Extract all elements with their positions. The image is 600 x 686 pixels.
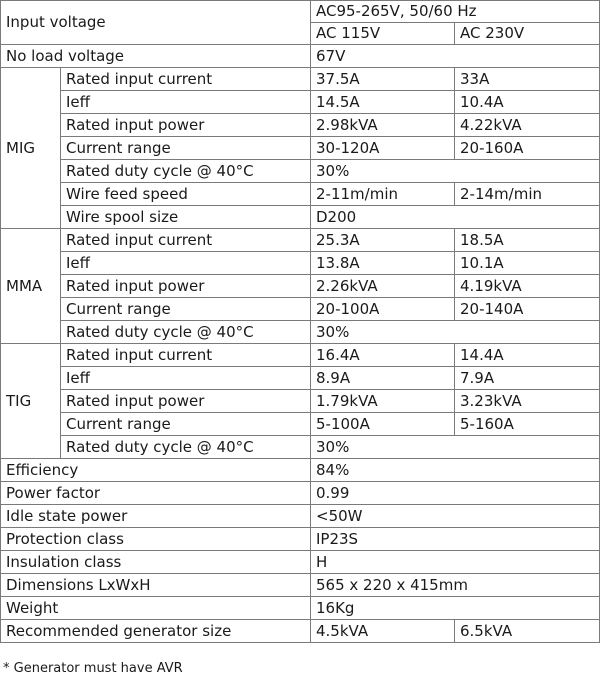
row-value: 16Kg	[311, 597, 600, 620]
row-label: Idle state power	[1, 505, 311, 528]
row-label: Current range	[61, 137, 311, 160]
row-value: 30%	[311, 321, 600, 344]
table-row	[1, 183, 600, 206]
value-ac115: 4.5kVA	[311, 620, 455, 643]
row-value: 0.99	[311, 482, 600, 505]
row-label: Ieff	[61, 91, 311, 114]
table-row	[1, 620, 600, 643]
value-ac230: 4.19kVA	[455, 275, 600, 298]
table-row	[1, 505, 600, 528]
row-label: Power factor	[1, 482, 311, 505]
value-ac115: 25.3A	[311, 229, 455, 252]
table-row	[1, 413, 600, 436]
row-label: Rated input power	[61, 114, 311, 137]
table-row	[1, 229, 600, 252]
value-ac230: 6.5kVA	[455, 620, 600, 643]
footnote: * Generator must have AVR	[3, 661, 183, 676]
row-label: Current range	[61, 413, 311, 436]
row-label: Wire spool size	[61, 206, 311, 229]
row-value: D200	[311, 206, 600, 229]
table-row	[1, 91, 600, 114]
row-label: Rated input power	[61, 390, 311, 413]
value-ac230: 5-160A	[455, 413, 600, 436]
value-ac115: 30-120A	[311, 137, 455, 160]
row-label: Rated input current	[61, 229, 311, 252]
row-label: Rated input power	[61, 275, 311, 298]
table-row	[1, 137, 600, 160]
value-ac115: 1.79kVA	[311, 390, 455, 413]
row-label: Current range	[61, 298, 311, 321]
value-ac230: 3.23kVA	[455, 390, 600, 413]
table-row	[1, 390, 600, 413]
value-ac230: 20-160A	[455, 137, 600, 160]
row-label: Rated duty cycle @ 40°C	[61, 436, 311, 459]
row-label: Rated duty cycle @ 40°C	[61, 160, 311, 183]
value-ac115: 14.5A	[311, 91, 455, 114]
table-row	[1, 68, 600, 91]
table-row	[1, 160, 600, 183]
tig-group-label: TIG	[1, 344, 61, 459]
value-ac230: 20-140A	[455, 298, 600, 321]
row-value: 84%	[311, 459, 600, 482]
value-ac230: 2-14m/min	[455, 183, 600, 206]
table-row	[1, 436, 600, 459]
table-row	[1, 321, 600, 344]
row-label: Weight	[1, 597, 311, 620]
row-value: IP23S	[311, 528, 600, 551]
value-ac230: 14.4A	[455, 344, 600, 367]
row-value: 30%	[311, 160, 600, 183]
table-row	[1, 528, 600, 551]
table-row	[1, 459, 600, 482]
value-ac115: 2-11m/min	[311, 183, 455, 206]
table-row	[1, 551, 600, 574]
value-ac230: 7.9A	[455, 367, 600, 390]
value-ac230: 33A	[455, 68, 600, 91]
row-label: Efficiency	[1, 459, 311, 482]
value-ac230: 10.4A	[455, 91, 600, 114]
row-label: No load voltage	[1, 45, 311, 68]
value-ac115: 13.8A	[311, 252, 455, 275]
row-label: Rated input current	[61, 344, 311, 367]
row-value: 565 x 220 x 415mm	[311, 574, 600, 597]
table-row	[1, 45, 600, 68]
row-value: 67V	[311, 45, 600, 68]
row-label: Insulation class	[1, 551, 311, 574]
table-row	[1, 597, 600, 620]
table-row	[1, 1, 600, 23]
col-header-ac230: AC 230V	[455, 23, 600, 45]
row-value: 30%	[311, 436, 600, 459]
value-ac115: 2.98kVA	[311, 114, 455, 137]
value-ac115: 8.9A	[311, 367, 455, 390]
row-label: Protection class	[1, 528, 311, 551]
col-header-ac115: AC 115V	[311, 23, 455, 45]
value-ac115: 2.26kVA	[311, 275, 455, 298]
table-row	[1, 344, 600, 367]
table-row	[1, 114, 600, 137]
row-value: H	[311, 551, 600, 574]
table-row	[1, 367, 600, 390]
mig-group-label: MIG	[1, 68, 61, 229]
value-ac230: 18.5A	[455, 229, 600, 252]
input-voltage-label: Input voltage	[1, 1, 311, 45]
table-row	[1, 298, 600, 321]
row-label: Ieff	[61, 252, 311, 275]
row-value: <50W	[311, 505, 600, 528]
row-label: Recommended generator size	[1, 620, 311, 643]
table-row	[1, 275, 600, 298]
value-ac115: 16.4A	[311, 344, 455, 367]
value-ac115: 37.5A	[311, 68, 455, 91]
row-label: Ieff	[61, 367, 311, 390]
table-row	[1, 482, 600, 505]
table-row	[1, 574, 600, 597]
row-label: Dimensions LxWxH	[1, 574, 311, 597]
input-voltage-value: AC95-265V, 50/60 Hz	[311, 1, 600, 23]
value-ac230: 10.1A	[455, 252, 600, 275]
table-row	[1, 252, 600, 275]
value-ac230: 4.22kVA	[455, 114, 600, 137]
value-ac115: 20-100A	[311, 298, 455, 321]
row-label: Rated duty cycle @ 40°C	[61, 321, 311, 344]
row-label: Rated input current	[61, 68, 311, 91]
table-row	[1, 206, 600, 229]
row-label: Wire feed speed	[61, 183, 311, 206]
value-ac115: 5-100A	[311, 413, 455, 436]
mma-group-label: MMA	[1, 229, 61, 344]
